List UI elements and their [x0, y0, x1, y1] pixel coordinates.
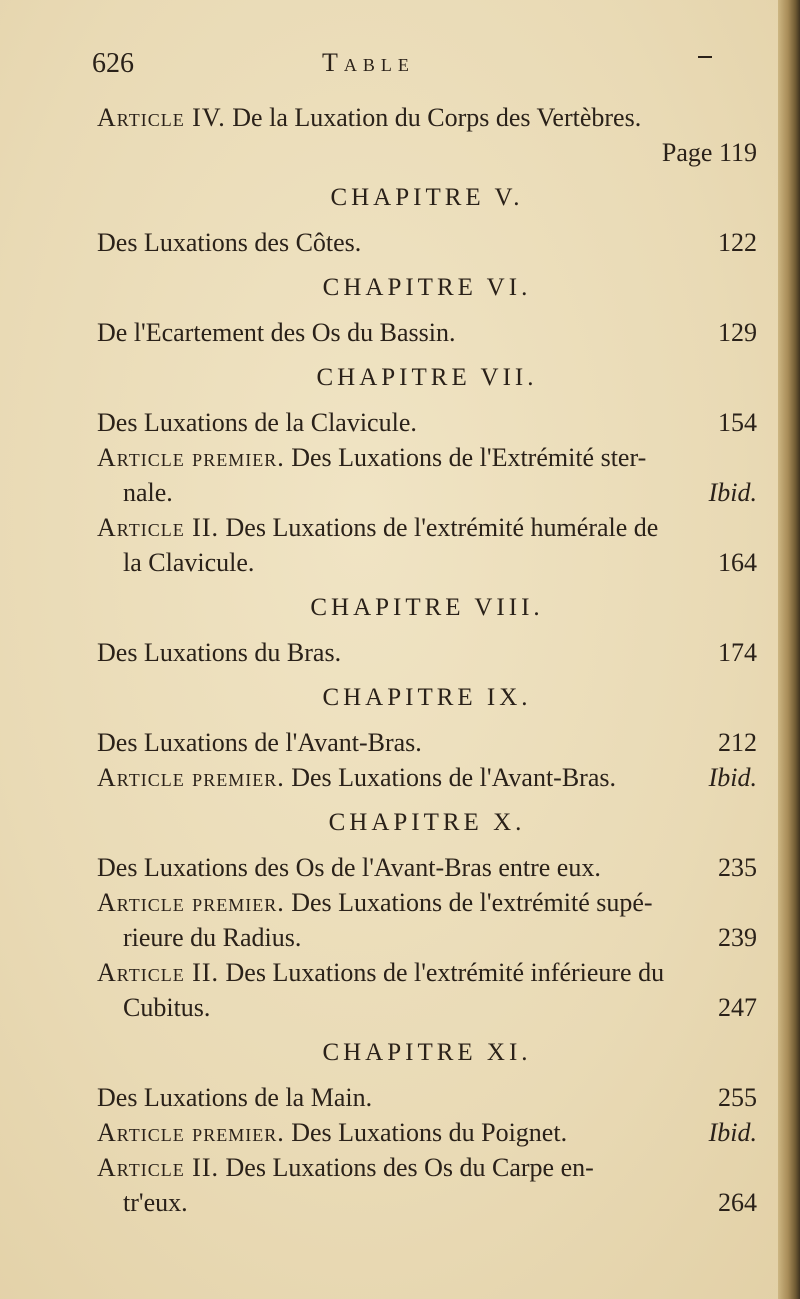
- table-of-contents: [97, 100, 757, 1220]
- entry-text: rieure du Radius.: [123, 923, 302, 952]
- article-label: Article II.: [97, 958, 220, 987]
- page-header: [92, 48, 712, 88]
- page-number: 626: [92, 48, 134, 79]
- entry-text: Des Luxations de la Clavicule.: [97, 408, 417, 437]
- entry-text: Des Luxations du Poignet.: [291, 1118, 568, 1147]
- entry-page: 212: [718, 728, 757, 757]
- entry-page: 255: [718, 1083, 757, 1112]
- toc-entry-article-4: [97, 100, 757, 135]
- entry-text: Cubitus.: [123, 993, 211, 1022]
- entry-text: Des Luxations des Os du Carpe en-: [225, 1153, 594, 1182]
- toc-entry: [97, 405, 757, 440]
- entry-text: tr'eux.: [123, 1188, 188, 1217]
- article-label: Article premier.: [97, 1118, 285, 1147]
- toc-entry: [97, 635, 757, 670]
- toc-entry: [97, 885, 757, 920]
- article-label: Article premier.: [97, 443, 285, 472]
- toc-entry: [97, 760, 757, 795]
- entry-page: 247: [718, 993, 757, 1022]
- toc-entry-continued: [97, 475, 757, 510]
- toc-entry: [97, 955, 757, 990]
- article-label: Article IV.: [97, 103, 226, 132]
- entry-page: 174: [718, 638, 757, 667]
- entry-page: 164: [718, 548, 757, 577]
- entry-text: Des Luxations du Bras.: [97, 638, 342, 667]
- entry-text: Des Luxations de l'Avant-Bras.: [97, 728, 422, 757]
- toc-entry: [97, 725, 757, 760]
- chapter-heading-9: CHAPITRE IX.: [322, 684, 532, 711]
- entry-text: Des Luxations de l'extrémité humérale de: [225, 513, 659, 542]
- entry-page: Ibid.: [708, 478, 757, 507]
- entry-text: De l'Ecartement des Os du Bassin.: [97, 318, 456, 347]
- running-title: Table: [322, 48, 415, 77]
- entry-text: Des Luxations de l'Avant-Bras.: [291, 763, 616, 792]
- entry-text: Des Luxations des Os de l'Avant-Bras entre eux.: [97, 853, 601, 882]
- entry-text: la Clavicule.: [123, 548, 255, 577]
- entry-text: Des Luxations de la Main.: [97, 1083, 373, 1112]
- entry-page: 239: [718, 923, 757, 952]
- chapter-heading-8: CHAPITRE VIII.: [310, 594, 544, 621]
- article-label: Article premier.: [97, 763, 285, 792]
- article-label: Article premier.: [97, 888, 285, 917]
- entry-page: Page 119: [661, 138, 757, 167]
- toc-entry: [97, 1080, 757, 1115]
- toc-entry: [97, 850, 757, 885]
- chapter-heading-5: CHAPITRE V.: [330, 184, 524, 211]
- toc-entry: [97, 440, 757, 475]
- header-mark: [698, 56, 712, 58]
- entry-page: 235: [718, 853, 757, 882]
- toc-entry-continued: [97, 990, 757, 1025]
- toc-entry-continued: [97, 1185, 757, 1220]
- toc-entry: [97, 1150, 757, 1185]
- page-edge: [778, 0, 800, 1299]
- toc-entry-continued: [97, 545, 757, 580]
- article-label: Article II.: [97, 1153, 220, 1182]
- entry-page: 154: [718, 408, 757, 437]
- article-label: Article II.: [97, 513, 220, 542]
- entry-text: De la Luxation du Corps des Vertèbres.: [232, 103, 642, 132]
- entry-page: Ibid.: [708, 1118, 757, 1147]
- chapter-heading-6: CHAPITRE VI.: [322, 274, 532, 301]
- entry-page: 122: [718, 228, 757, 257]
- entry-page: 129: [718, 318, 757, 347]
- entry-page: Ibid.: [708, 763, 757, 792]
- toc-entry: [97, 225, 757, 260]
- entry-page: 264: [718, 1188, 757, 1217]
- entry-text: nale.: [123, 478, 173, 507]
- entry-text: Des Luxations de l'extrémité supé-: [291, 888, 653, 917]
- toc-entry-continued: [97, 920, 757, 955]
- entry-text: Des Luxations des Côtes.: [97, 228, 362, 257]
- toc-entry: [97, 510, 757, 545]
- chapter-heading-11: CHAPITRE XI.: [322, 1039, 532, 1066]
- chapter-heading-7: CHAPITRE VII.: [316, 364, 538, 391]
- toc-entry: [97, 1115, 757, 1150]
- toc-entry: [97, 315, 757, 350]
- chapter-heading-10: CHAPITRE X.: [328, 809, 526, 836]
- entry-text: Des Luxations de l'extrémité inférieure du: [225, 958, 665, 987]
- entry-text: Des Luxations de l'Extrémité ster-: [291, 443, 647, 472]
